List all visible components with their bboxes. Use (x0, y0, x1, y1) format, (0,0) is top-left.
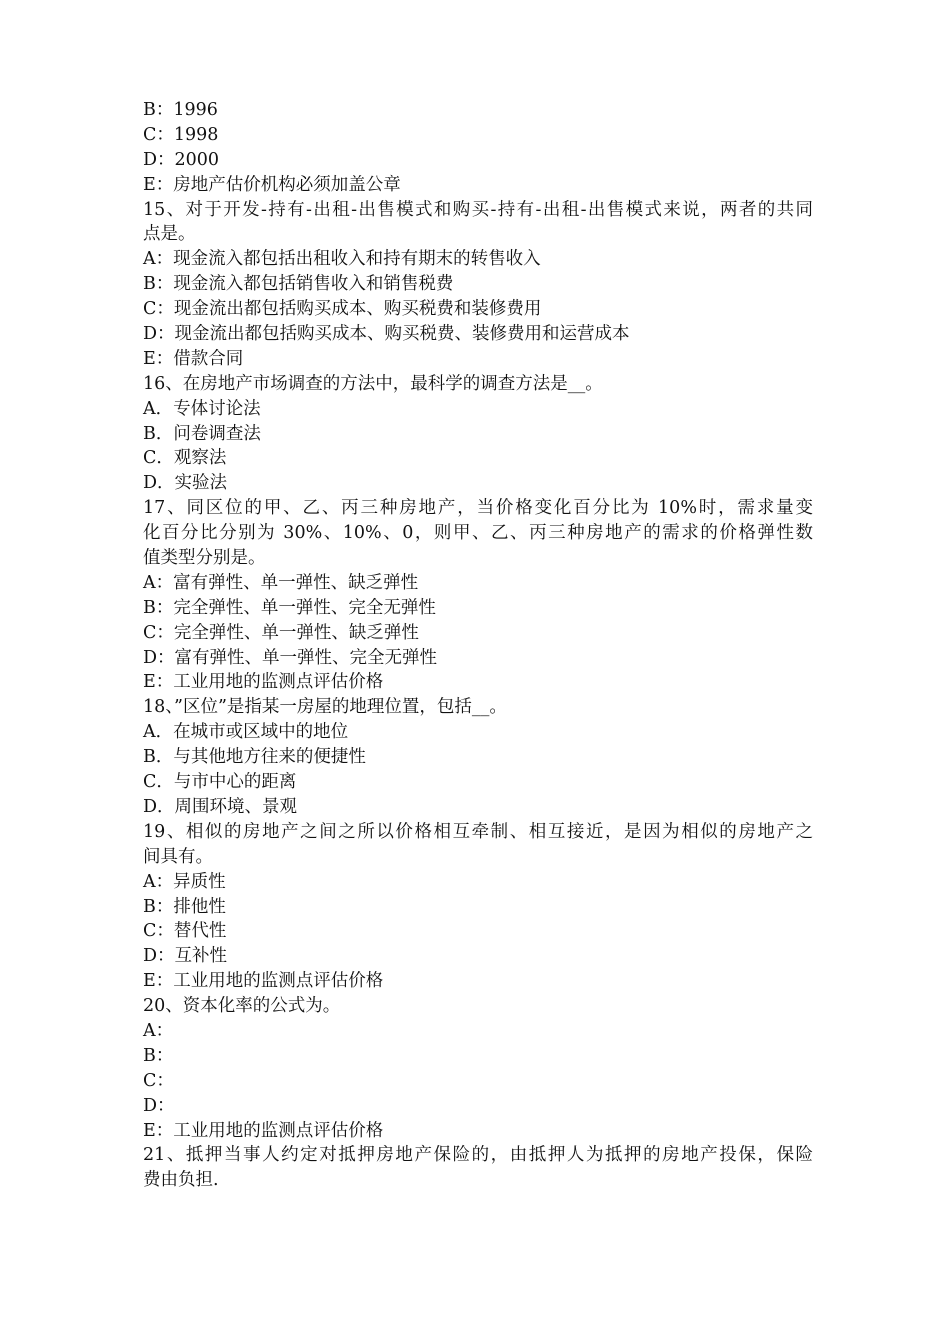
option-d-q20: D： (143, 1095, 175, 1116)
option-d-q14: D：2000 (143, 149, 220, 170)
question-21-line-1: 21、抵押当事人约定对抵押房地产保险的，由抵押人为抵押的房地产投保，保险 (143, 1145, 813, 1166)
option-d-q17: D：富有弹性、单一弹性、完全无弹性 (143, 647, 438, 668)
option-b-q14: B：1996 (143, 100, 218, 120)
question-15-line-1: 15、对于开发-持有-出租-出售模式和购买-持有-出租-出售模式来说，两者的共同 (143, 199, 813, 220)
question-18: 18、”区位”是指某一房屋的地理位置，包括__。 (143, 697, 507, 718)
option-b-q20: B： (143, 1045, 174, 1066)
option-c-q20: C： (143, 1070, 174, 1091)
option-c-q14: C：1998 (143, 124, 219, 145)
question-15-line-2: 点是。 (143, 224, 196, 245)
question-16: 16、在房地产市场调查的方法中，最科学的调查方法是__。 (143, 373, 603, 394)
option-b-q18: B．与其他地方往来的便捷性 (143, 747, 366, 768)
option-d-q16: D．实验法 (143, 473, 228, 494)
option-d-q18: D．周围环境、景观 (143, 796, 298, 817)
question-17-line-1: 17、同区位的甲、乙、丙三种房地产，当价格变化百分比为 10%时，需求量变 (143, 498, 813, 519)
question-17-line-3: 值类型分别是。 (143, 548, 266, 569)
option-c-q15: C：现金流出都包括购买成本、购买税费和装修费用 (143, 299, 542, 320)
option-e-q19: E：工业用地的监测点评估价格 (143, 971, 384, 992)
option-a-q18: A．在城市或区域中的地位 (143, 722, 349, 743)
option-e-q17: E：工业用地的监测点评估价格 (143, 672, 384, 693)
option-d-q15: D：现金流出都包括购买成本、购买税费、装修费用和运营成本 (143, 324, 630, 345)
option-c-q16: C．观察法 (143, 448, 227, 469)
option-a-q16: A．专体讨论法 (143, 398, 261, 419)
option-a-q17: A：富有弹性、单一弹性、缺乏弹性 (143, 572, 419, 593)
option-c-q18: C．与市中心的距离 (143, 772, 297, 793)
document-body (143, 98, 813, 1193)
option-a-q20: A： (143, 1020, 174, 1041)
option-c-q17: C：完全弹性、单一弹性、缺乏弹性 (143, 622, 419, 643)
option-a-q19: A：异质性 (143, 871, 226, 892)
question-19-line-2: 间具有。 (143, 846, 213, 867)
option-d-q19: D：互补性 (143, 946, 228, 967)
option-b-q16: B．问卷调查法 (143, 423, 261, 444)
option-a-q15: A：现金流入都包括出租收入和持有期末的转售收入 (143, 249, 541, 270)
question-19-line-1: 19、相似的房地产之间之所以价格相互牵制、相互接近，是因为相似的房地产之 (143, 821, 813, 842)
option-c-q19: C：替代性 (143, 921, 227, 942)
option-b-q19: B：排他性 (143, 896, 226, 917)
option-e-q20: E：工业用地的监测点评估价格 (143, 1120, 384, 1141)
option-b-q17: B：完全弹性、单一弹性、完全无弹性 (143, 597, 436, 618)
question-21-line-2: 费由负担. (143, 1170, 219, 1191)
question-20: 20、资本化率的公式为。 (143, 996, 341, 1017)
question-17-line-2: 化百分比分别为 30%、10%、0，则甲、乙、丙三种房地产的需求的价格弹性数 (143, 523, 813, 544)
option-b-q15: B：现金流入都包括销售收入和销售税费 (143, 274, 454, 295)
option-e-q14: E：房地产估价机构必须加盖公章 (143, 174, 401, 195)
option-e-q15: E：借款合同 (143, 348, 244, 369)
